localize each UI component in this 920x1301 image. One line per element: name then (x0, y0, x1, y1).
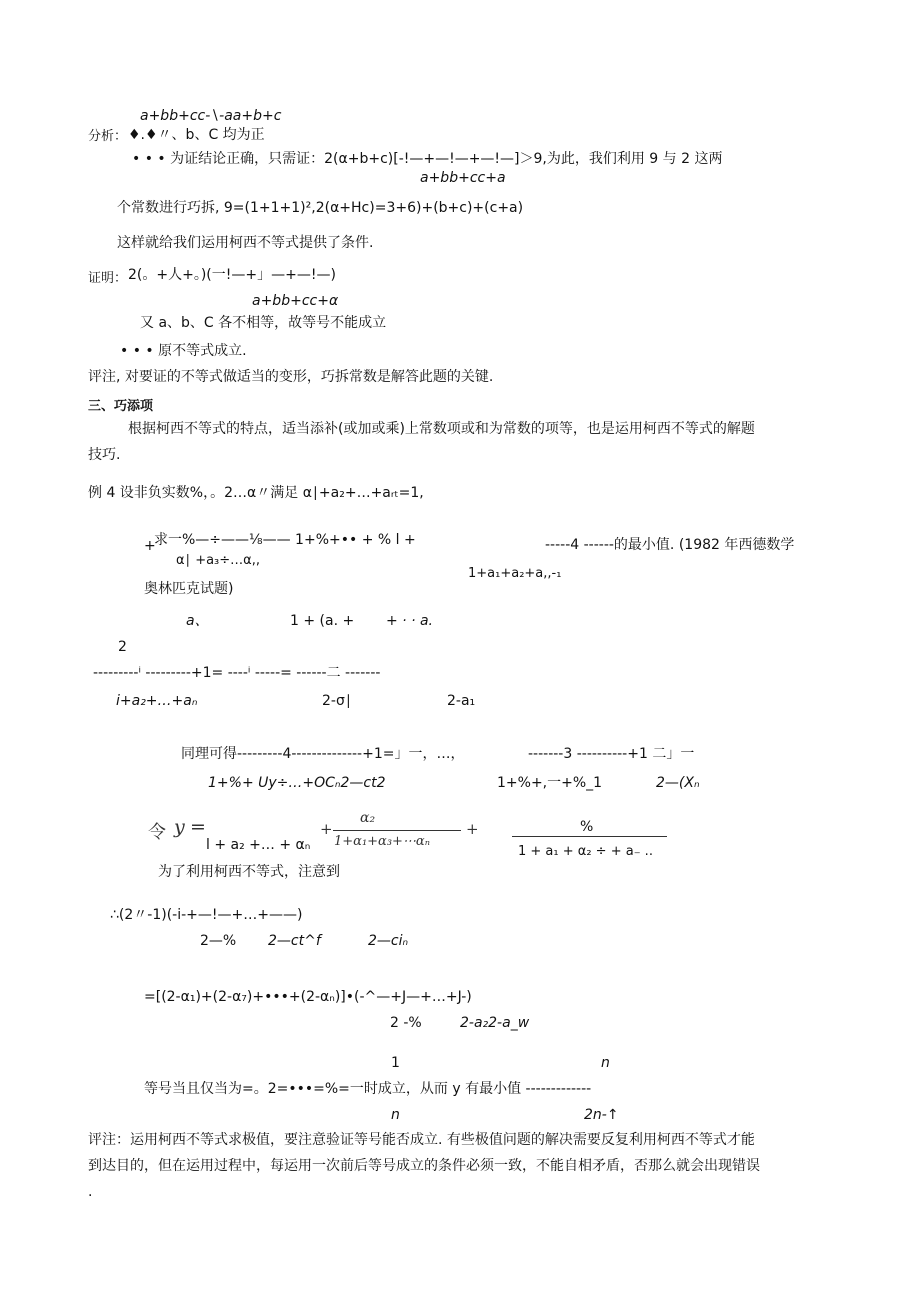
formula-denominator: α∣ +a₃÷…α,, (176, 553, 260, 568)
text-line: 评注, 对要证的不等式做适当的变形，巧拆常数是解答此题的关键. (88, 369, 494, 385)
text-line: 评注：运用柯西不等式求极值，要注意验证等号能否成立. 有些极值问题的解决需要反复利用柯西不等式才能 (88, 1132, 755, 1148)
text-line: ♦.♦〃、b、C 均为正 (128, 127, 265, 143)
formula-denominator: 2—% (200, 933, 237, 949)
example-title: 例 4 设非负实数%，。2…α〃满足 α∣+a₂+…+aᵣₜ=1, (88, 485, 424, 501)
formula-line: -------3 ----------+1 二」一 (528, 746, 695, 762)
section-heading: 三、巧添项 (88, 399, 154, 414)
text-line: 根据柯西不等式的特点，适当添补(或加或乘)上常数项或和为常数的项等，也是运用柯西不等式的解题 (128, 421, 755, 437)
formula-fragment: 2 (118, 639, 127, 655)
text-line: 技巧. (88, 447, 121, 463)
formula-denominator: 1 + a₁ + α₂ ÷ + a₋ .. (518, 844, 653, 859)
text-line: 为了利用柯西不等式，注意到 (158, 864, 340, 880)
formula-image-ling: 令 (148, 822, 166, 843)
formula-image-denominator: 1+α₁+α₃+⋯αₙ (334, 834, 430, 849)
label-proof: 证明： (88, 271, 128, 286)
formula-denominator: 1+%+,一+%_1 (497, 775, 603, 791)
formula-numerator: % (580, 819, 594, 835)
formula-denominator: 2-a₁ (447, 693, 476, 709)
formula-line: ---------ⁱ ---------+1= ----ⁱ -----= ------二 ------- (93, 665, 381, 681)
formula-line: a+bb+cc-∖-aa+b+c (140, 108, 282, 124)
formula-denominator: 2n-↑ (584, 1107, 619, 1123)
text-line: 奥林匹克试题) (144, 581, 234, 597)
formula-denominator: 2—(Xₙ (656, 775, 700, 791)
text-fragment: + (144, 538, 156, 554)
formula-image-numerator: α₂ (360, 810, 376, 826)
formula-denominator: 1+%+ Uy÷…+OCₙ2—ct2 (208, 775, 386, 791)
text-line: -----4 ------的最小值. (1982 年西德数学 (545, 537, 795, 553)
formula-denominator: 2—ciₙ (368, 933, 409, 949)
text-line: . (88, 1184, 93, 1200)
formula-numerator: n (601, 1055, 610, 1071)
formula-fragment: a、 (186, 613, 209, 629)
formula-denominator: a+bb+cc+α (252, 293, 339, 309)
formula-denominator: l + a₂ +… + αₙ (206, 837, 311, 853)
formula-line: ∴(2〃-1)(-i-+—!—+…+——) (110, 907, 303, 923)
formula-denominator: 2—ct^f (268, 933, 321, 949)
text-line: 这样就给我们运用柯西不等式提供了条件. (117, 235, 374, 251)
formula-denominator: 1+a₁+a₂+a,,-₁ (468, 566, 562, 581)
text-line: • • • 原不等式成立. (120, 343, 247, 359)
formula-fragment: 1 + (a. + (290, 613, 355, 629)
formula-image-plus: + (466, 820, 479, 838)
formula-line: 求一%—÷——⅛—— 1+%+•• + % l + (154, 532, 416, 548)
formula-numerator: 1 (391, 1055, 400, 1071)
text-line: 个常数进行巧拆, 9=(1+1+1)²,2(α+Hc)=3+6)+(b+c)+(c+a) (117, 200, 524, 216)
formula-line: 2(。+人+。)(一!—+」—+—!—) (128, 267, 336, 283)
fraction-bar (512, 836, 667, 837)
label-analysis: 分析： (88, 129, 128, 144)
formula-denominator: 2-σ∣ (322, 693, 352, 709)
text-line: 到达目的，但在运用过程中，每运用一次前后等号成立的条件必须一致，不能自相矛盾，否那么就会出现错误 (88, 1158, 760, 1174)
formula-denominator: a+bb+cc+a (420, 170, 506, 186)
formula-image-equals: = (190, 816, 206, 838)
formula-denominator: 2 -% (390, 1015, 422, 1031)
formula-image-y: y (174, 816, 185, 838)
formula-image-fraction-bar (333, 830, 461, 831)
formula-denominator: n (391, 1107, 400, 1123)
formula-fragment: + · · a. (386, 613, 434, 629)
formula-image-plus: + (320, 820, 333, 838)
text-line: 同理可得---------4--------------+1=」一，…， (181, 746, 465, 762)
formula-denominator: i+a₂+…+aₙ (116, 693, 198, 709)
text-line: 等号当且仅当为=。2=•••=%=一时成立，从而 y 有最小值 ------------- (144, 1081, 592, 1097)
text-line: 又 a、b、C 各不相等，故等号不能成立 (140, 315, 387, 331)
text-line: • • • 为证结论正确，只需证：2(α+b+c)[-!—+—!—+—!—]＞9,为此，我们利用 9 与 2 这两 (132, 151, 723, 167)
formula-line: =[(2-α₁)+(2-α₇)+•••+(2-αₙ)]•(-^—+J—+…+J-) (144, 989, 472, 1005)
formula-denominator: 2-a₂2-a_w (460, 1015, 530, 1031)
